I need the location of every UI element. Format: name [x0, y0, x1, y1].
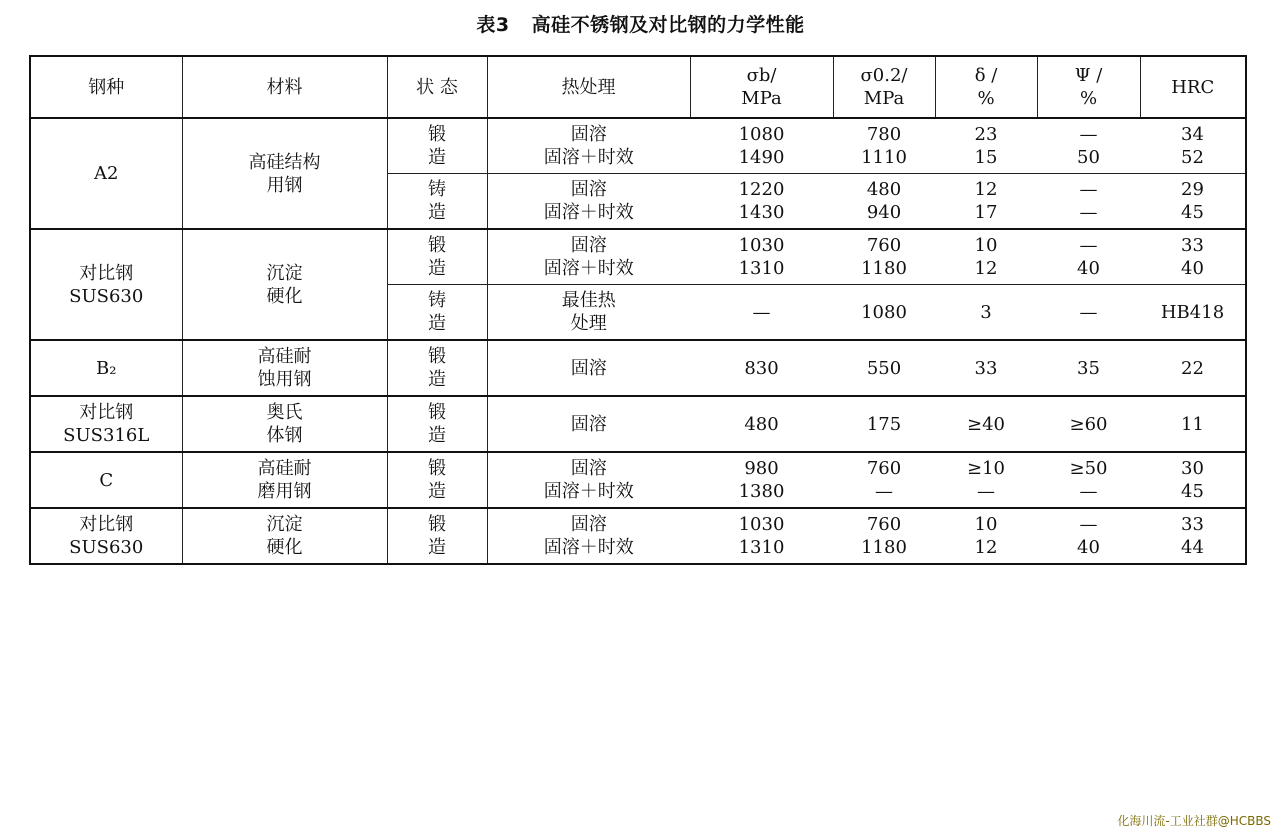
- table-row: [30, 452, 1246, 508]
- cell-state: [387, 396, 487, 452]
- cell-sigma-02: [833, 174, 935, 230]
- cell-heat-treatment-line: 固溶: [570, 458, 607, 479]
- cell-heat-treatment-line: 最佳热: [561, 290, 616, 311]
- cell-psi: [1037, 118, 1140, 174]
- cell-hrc-line: 33: [1181, 514, 1204, 535]
- header-sigma-02-symbol: σ0.2/: [860, 65, 908, 86]
- watermark: 化海川流-工业社群@HCBBS: [1117, 814, 1271, 828]
- cell-state-line: 造: [428, 369, 446, 390]
- cell-delta-line: 12: [974, 258, 998, 279]
- header-delta-symbol: δ /: [974, 65, 998, 86]
- cell-hrc-line: 33: [1181, 235, 1204, 256]
- cell-hrc: [1140, 285, 1246, 341]
- cell-heat-treatment-line: 固溶: [570, 124, 607, 145]
- cell-state-line: 锻: [428, 458, 446, 479]
- table-header: [30, 56, 1246, 118]
- table-title-text: 高硅不锈钢及对比钢的力学性能: [531, 14, 805, 36]
- table-row: [30, 118, 1246, 174]
- cell-material-line: 高硅结构: [248, 151, 321, 173]
- cell-delta: [935, 340, 1037, 396]
- cell-sigma-02-line: 1180: [861, 537, 907, 558]
- cell-sigma-02-line: 1180: [861, 258, 907, 279]
- cell-sigma-b-line: 1080: [738, 124, 785, 145]
- cell-material: [182, 508, 387, 564]
- cell-state-line: 造: [428, 313, 446, 334]
- cell-delta-line: 10: [974, 235, 998, 256]
- cell-delta-line: 17: [974, 202, 998, 223]
- cell-sigma-b-line: 1030: [738, 514, 785, 535]
- cell-state: [387, 452, 487, 508]
- cell-hrc-line: 45: [1181, 481, 1204, 502]
- cell-delta-line: —: [977, 481, 995, 502]
- cell-state-line: 锻: [428, 514, 446, 535]
- cell-hrc-line: 29: [1181, 179, 1204, 200]
- cell-psi-line: —: [1079, 202, 1098, 223]
- cell-material-line: 磨用钢: [257, 481, 312, 502]
- cell-steel-grade-line: A2: [94, 163, 119, 184]
- cell-sigma-02-line: 175: [866, 413, 902, 435]
- cell-sigma-b-line: 830: [744, 357, 779, 379]
- cell-heat-treatment-line: 固溶: [570, 357, 607, 379]
- cell-sigma-02: [833, 508, 935, 564]
- cell-delta-line: 12: [974, 537, 998, 558]
- cell-psi: [1037, 508, 1140, 564]
- cell-steel-grade-line: SUS630: [69, 537, 144, 558]
- cell-heat-treatment: [487, 285, 690, 341]
- cell-sigma-b-line: 1430: [738, 202, 785, 223]
- header-sigma-02-unit: MPa: [863, 88, 905, 109]
- cell-state: [387, 508, 487, 564]
- cell-steel-grade-line: SUS316L: [63, 425, 150, 446]
- cell-sigma-02-line: 1110: [861, 147, 907, 168]
- cell-delta: [935, 174, 1037, 230]
- cell-heat-treatment-line: 固溶: [570, 514, 607, 535]
- header-sigma-b-unit: MPa: [741, 88, 782, 109]
- cell-sigma-b: [690, 452, 833, 508]
- cell-psi: [1037, 396, 1140, 452]
- cell-sigma-b-line: 1380: [738, 481, 785, 502]
- cell-sigma-b-line: 980: [744, 458, 779, 479]
- cell-sigma-02-line: 550: [866, 357, 902, 379]
- header-sigma-b-symbol: σb/: [746, 65, 777, 86]
- header-psi: [1037, 56, 1140, 118]
- table-row: [30, 396, 1246, 452]
- cell-state-line: 锻: [428, 346, 446, 367]
- page-title: [0, 10, 1281, 37]
- cell-psi-line: —: [1079, 301, 1098, 323]
- cell-sigma-b-line: 480: [744, 413, 779, 435]
- cell-hrc-line: 30: [1181, 458, 1204, 479]
- cell-psi-line: 50: [1077, 147, 1100, 168]
- cell-material-line: 体钢: [266, 425, 303, 446]
- cell-sigma-b-line: 1310: [738, 258, 785, 279]
- cell-state-line: 造: [428, 481, 446, 502]
- cell-hrc: [1140, 508, 1246, 564]
- cell-sigma-b-line: 1030: [738, 235, 785, 256]
- cell-delta-line: 15: [974, 147, 998, 168]
- cell-sigma-b-line: 1220: [738, 179, 785, 200]
- cell-sigma-02-line: 760: [866, 235, 902, 256]
- cell-hrc: [1140, 340, 1246, 396]
- cell-psi: [1037, 174, 1140, 230]
- cell-hrc: [1140, 118, 1246, 174]
- cell-delta-line: 33: [974, 357, 998, 379]
- cell-hrc-line: 40: [1181, 258, 1204, 279]
- cell-steel-grade: [30, 452, 182, 508]
- cell-heat-treatment: [487, 396, 690, 452]
- cell-steel-grade-line: SUS630: [69, 285, 144, 307]
- cell-heat-treatment-line: 固溶＋时效: [543, 202, 634, 223]
- table-row: [30, 229, 1246, 285]
- cell-delta: [935, 285, 1037, 341]
- header-heat-treatment: 热处理: [487, 56, 690, 118]
- header-sigma-02: [833, 56, 935, 118]
- cell-psi-line: 35: [1077, 357, 1100, 379]
- cell-state-line: 造: [428, 425, 446, 446]
- cell-hrc-line: 44: [1181, 537, 1204, 558]
- cell-hrc: [1140, 452, 1246, 508]
- cell-material-line: 沉淀: [266, 514, 303, 535]
- cell-delta: [935, 452, 1037, 508]
- table-body: [30, 118, 1246, 564]
- cell-sigma-02: [833, 118, 935, 174]
- cell-sigma-02: [833, 285, 935, 341]
- cell-steel-grade-line: B₂: [96, 357, 117, 379]
- cell-material-line: 高硅耐: [257, 458, 312, 479]
- cell-sigma-02-line: —: [875, 481, 893, 502]
- cell-sigma-02-line: 760: [866, 514, 902, 535]
- cell-heat-treatment-line: 固溶＋时效: [543, 258, 634, 279]
- cell-state-line: 锻: [428, 124, 446, 145]
- cell-sigma-b-line: 1310: [738, 537, 785, 558]
- cell-sigma-02: [833, 229, 935, 285]
- cell-heat-treatment-line: 固溶＋时效: [543, 537, 634, 558]
- cell-sigma-02-line: 480: [866, 179, 902, 200]
- cell-material: [182, 452, 387, 508]
- cell-heat-treatment-line: 固溶＋时效: [543, 147, 634, 168]
- cell-delta-line: 3: [980, 301, 992, 323]
- cell-material-line: 用钢: [266, 174, 303, 196]
- cell-material: [182, 229, 387, 340]
- cell-heat-treatment-line: 处理: [570, 313, 607, 334]
- cell-sigma-02-line: 940: [866, 202, 902, 223]
- cell-hrc-line: 45: [1181, 202, 1204, 223]
- header-state: 状 态: [387, 56, 487, 118]
- cell-sigma-b: [690, 396, 833, 452]
- header-material: 材料: [182, 56, 387, 118]
- cell-state-line: 锻: [428, 402, 446, 423]
- cell-sigma-b: [690, 118, 833, 174]
- cell-heat-treatment-line: 固溶: [570, 413, 607, 435]
- cell-steel-grade-line: C: [99, 469, 114, 491]
- table-number: 表3: [476, 14, 510, 36]
- cell-psi-line: 40: [1077, 537, 1100, 558]
- cell-steel-grade: [30, 340, 182, 396]
- cell-material-line: 奥氏: [266, 402, 303, 423]
- cell-psi: [1037, 452, 1140, 508]
- cell-material: [182, 340, 387, 396]
- cell-material: [182, 396, 387, 452]
- cell-sigma-b: [690, 340, 833, 396]
- cell-steel-grade: [30, 396, 182, 452]
- header-hrc: HRC: [1140, 56, 1246, 118]
- cell-psi: [1037, 340, 1140, 396]
- cell-state: [387, 229, 487, 285]
- cell-sigma-02: [833, 452, 935, 508]
- table-row: [30, 508, 1246, 564]
- cell-delta-line: 12: [974, 179, 998, 200]
- cell-heat-treatment: [487, 174, 690, 230]
- mechanical-properties-table: [29, 55, 1247, 565]
- cell-steel-grade-line: 对比钢: [79, 514, 134, 535]
- cell-steel-grade: [30, 229, 182, 340]
- cell-material-line: 高硅耐: [257, 346, 312, 367]
- cell-material-line: 蚀用钢: [257, 369, 312, 390]
- header-delta-unit: %: [977, 88, 995, 109]
- cell-sigma-b-line: —: [752, 301, 771, 323]
- cell-heat-treatment-line: 固溶: [570, 235, 607, 256]
- cell-sigma-b: [690, 174, 833, 230]
- cell-psi-line: —: [1079, 235, 1098, 256]
- cell-heat-treatment: [487, 118, 690, 174]
- cell-psi-line: —: [1079, 514, 1098, 535]
- cell-heat-treatment: [487, 229, 690, 285]
- cell-delta-line: ≥10: [967, 458, 1005, 479]
- cell-sigma-02-line: 780: [866, 124, 902, 145]
- cell-state-line: 铸: [428, 290, 446, 311]
- cell-delta: [935, 118, 1037, 174]
- cell-state-line: 造: [428, 258, 446, 279]
- cell-psi-line: —: [1079, 179, 1098, 200]
- cell-state: [387, 174, 487, 230]
- cell-delta: [935, 396, 1037, 452]
- cell-psi: [1037, 229, 1140, 285]
- cell-state: [387, 340, 487, 396]
- cell-hrc-line: HB418: [1160, 301, 1225, 323]
- cell-psi-line: ≥60: [1069, 413, 1108, 435]
- cell-hrc: [1140, 174, 1246, 230]
- cell-sigma-02: [833, 340, 935, 396]
- cell-hrc: [1140, 229, 1246, 285]
- cell-heat-treatment: [487, 452, 690, 508]
- cell-hrc-line: 11: [1181, 413, 1204, 435]
- cell-material: [182, 118, 387, 229]
- cell-state-line: 造: [428, 537, 446, 558]
- header-sigma-b: [690, 56, 833, 118]
- cell-delta-line: 10: [974, 514, 998, 535]
- table-row: [30, 340, 1246, 396]
- cell-psi-line: ≥50: [1069, 458, 1108, 479]
- cell-sigma-b-line: 1490: [738, 147, 785, 168]
- cell-state-line: 造: [428, 202, 446, 223]
- cell-state-line: 铸: [428, 179, 446, 200]
- cell-sigma-02-line: 760: [866, 458, 902, 479]
- cell-material-line: 硬化: [266, 285, 303, 307]
- cell-delta-line: 23: [974, 124, 998, 145]
- header-row: [30, 56, 1246, 118]
- cell-psi-line: —: [1079, 124, 1098, 145]
- header-steel: 钢种: [30, 56, 182, 118]
- cell-psi: [1037, 285, 1140, 341]
- cell-state: [387, 118, 487, 174]
- cell-state-line: 锻: [428, 235, 446, 256]
- cell-sigma-02: [833, 396, 935, 452]
- cell-steel-grade: [30, 508, 182, 564]
- cell-heat-treatment: [487, 508, 690, 564]
- cell-material-line: 沉淀: [266, 262, 303, 284]
- header-delta: [935, 56, 1037, 118]
- cell-steel-grade: [30, 118, 182, 229]
- cell-psi-line: —: [1079, 481, 1098, 502]
- cell-sigma-b: [690, 508, 833, 564]
- cell-state: [387, 285, 487, 341]
- cell-material-line: 硬化: [266, 537, 303, 558]
- cell-heat-treatment: [487, 340, 690, 396]
- cell-hrc-line: 22: [1181, 357, 1204, 379]
- cell-sigma-02-line: 1080: [861, 301, 907, 323]
- cell-state-line: 造: [428, 147, 446, 168]
- cell-sigma-b: [690, 285, 833, 341]
- cell-steel-grade-line: 对比钢: [79, 262, 134, 284]
- cell-hrc-line: 34: [1181, 124, 1204, 145]
- cell-heat-treatment-line: 固溶: [570, 179, 607, 200]
- cell-psi-line: 40: [1077, 258, 1100, 279]
- cell-hrc: [1140, 396, 1246, 452]
- cell-heat-treatment-line: 固溶＋时效: [543, 481, 634, 502]
- cell-steel-grade-line: 对比钢: [79, 402, 134, 423]
- cell-delta: [935, 229, 1037, 285]
- cell-delta-line: ≥40: [967, 413, 1005, 435]
- cell-sigma-b: [690, 229, 833, 285]
- cell-delta: [935, 508, 1037, 564]
- header-psi-symbol: Ψ /: [1074, 65, 1103, 86]
- cell-hrc-line: 52: [1181, 147, 1204, 168]
- header-psi-unit: %: [1079, 88, 1098, 109]
